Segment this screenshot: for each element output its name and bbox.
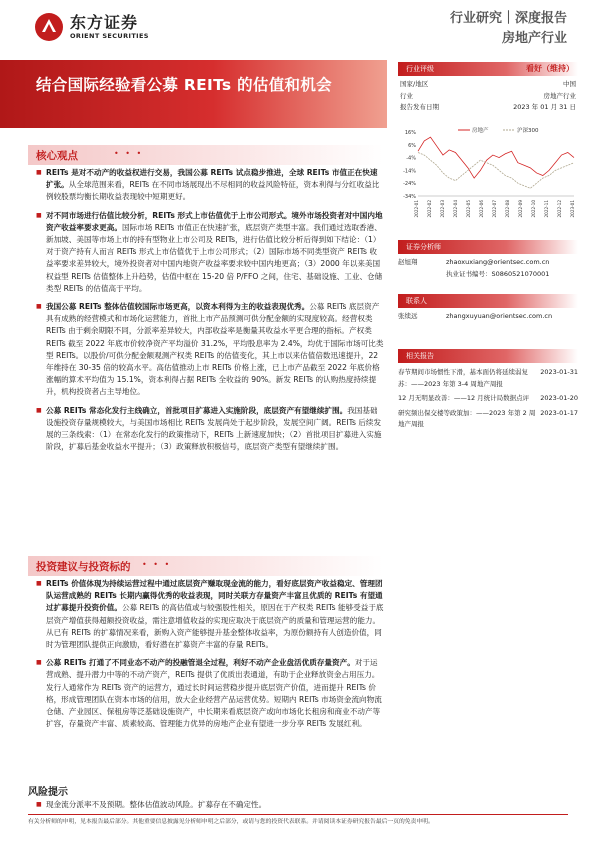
related-header	[398, 349, 578, 363]
related-report[interactable]: 研究频出保交楼等政策加：——2023 年第 2 周地产周报 2023-01-17	[398, 408, 578, 428]
report-title: 结合国际经验看公募 REITs 的估值和机会	[36, 76, 332, 94]
investment-dots: • • •	[142, 560, 172, 569]
investment-title: 投资建议与投资标的	[36, 561, 131, 573]
x-tick-label: 2022-03	[440, 200, 445, 218]
contact-email[interactable]: zhangxuyuan@orientsec.com.cn	[446, 312, 553, 320]
info-row: 行业 房地产行业	[400, 91, 576, 100]
footer-disclaimer: 有关分析师的申明，见本报告最后部分。其他重要信息披露见分析师申明之后部分，或请与您的投资代表联系。并请阅读本证券研究报告最后一页的免责申明。	[28, 819, 434, 825]
info-row: 报告发布日期 2023 年 01 月 31 日	[400, 103, 576, 111]
report-type: 行业研究｜深度报告	[449, 11, 567, 26]
x-tick-label: 2022-02	[427, 200, 432, 218]
core-view-title: 核心观点	[36, 150, 78, 162]
legend-label-hs300: 沪深300	[517, 128, 539, 134]
contact-header	[398, 294, 578, 308]
related-report[interactable]: 春节期间市场惯性下滑，基本面仍将延续弱复苏：——2023 年第 3-4 周地产周报 2023-01-31	[398, 368, 578, 388]
company-logo	[34, 12, 149, 42]
x-tick-label: 2022-04	[453, 200, 458, 218]
x-tick-label: 2022-07	[492, 200, 497, 218]
contact-name: 张续远	[398, 312, 418, 320]
price-chart-svg	[398, 124, 578, 232]
orient-logo-icon	[34, 12, 64, 42]
info-row: 国家/地区 中国	[400, 80, 576, 88]
x-tick-label: 2022-05	[466, 200, 471, 218]
core-view-body	[36, 167, 384, 454]
price-chart	[398, 124, 578, 232]
y-tick-label: -14%	[403, 168, 416, 175]
rating-label: 行业评级	[406, 65, 434, 73]
legend-label-realestate: 房地产	[472, 128, 489, 134]
x-tick-label: 2022-10	[531, 200, 536, 218]
y-tick-label: -24%	[403, 181, 416, 188]
x-tick-label: 2022-09	[518, 200, 523, 218]
analyst-name: 赵旭翔	[398, 258, 418, 266]
risk-title: 风险提示	[28, 787, 68, 798]
rating-value: 看好（维持）	[526, 64, 574, 73]
series-line-hs300	[418, 152, 574, 188]
risk-text: ■ 现金流分派率不及预期。整体估值波动风险。扩募存在不确定性。	[36, 799, 384, 811]
analyst-label: 证券分析师	[406, 243, 441, 251]
analyst-cert: 执业证书编号：S0860521070001	[446, 269, 550, 278]
footer-divider	[28, 814, 568, 815]
y-tick-label: -4%	[406, 155, 416, 162]
core-paragraph: ■ REITs 是对不动产的收益权进行交易，我国公募 REITs 试点稳步推进，全球 REITs 市值正在快速扩张。从全球范围来看，REITs 在不同市场展现出不尽相同的收益风险特征，资本利得与分红收益比例较股票均衡长期收益表现较中短期更好。	[36, 167, 384, 204]
rating-box	[398, 62, 578, 114]
x-tick-label: 2022-08	[505, 200, 510, 218]
core-paragraph: ■ 对不同市场进行估值比较分析，REITs 形式上市估值优于上市公司形式。境外市场投资者对中国内地资产收益率要求更高。国际市场 REITs 市值正在快速扩张，底层资产类型丰富。我们通过选取香港、新加坡、美国等市场上市的持有型物业上市公司及 REITs，进行估值比较分析后得到如下结论：（1）对于资产持有人而言 REITs 形式上市估值优于上市公司形式；（2）国际市场不同类型资产 REITs 收益率要求差异较大，境外投资者对中国内地资产收益率要求较中国内地更高；（3）2000 年以来美国权益型 REITs 估值整体上升趋势，估值中枢在 15-20 倍 P/FFO 之间，住宅、基础设施、工业、仓储类型 REITs 的估值高于平均。	[36, 210, 384, 295]
industry-name: 房地产行业	[501, 31, 567, 46]
logo-chinese-name: 东方证券	[70, 12, 139, 32]
analyst-email[interactable]: zhaoxuxiang@orientsec.com.cn	[446, 258, 550, 266]
investment-paragraph: ■ 公募 REITs 打通了不同业态不动产的投融管退全过程，利好不动产企业盘活优质存量资产。对于运营成熟、提升潜力中等的不动产资产，REITs 提供了优质出表通道，有助于企业释放资金占用压力。发行人通常作为 REITs 资产的运营方，通过长时间运营稳步提升底层资产价值，进而提升 REITs 价格，形成管理团队在资本市场的信用，放大企业经营产品运营优势。短期内 REITs 市场资金流向物流仓储、产业园区、保租房等泛基础设施资产，中长期来看底层资产或向市场化长租房和商业不动产等扩容，存量资产丰富、质素较高、管理能力优异的房地产企业有望进一步分享 REITs 发展红利。	[36, 657, 384, 730]
y-tick-label: -34%	[403, 194, 416, 200]
investment-paragraph: ■ REITs 价值体现为持续运营过程中通过底层资产赚取现金流的能力，看好底层资产收益稳定、管理团队运营成熟的 REITs 长期内赢得优秀的收益表现，同时关联方存量资产丰富且优质的 REITs 有望通过扩募提升投资价值。公募 REITs 的高估值或与较强股性相关，原因在于产权类 REITs 能够受益于底层资产增值获得超额投资收益，需注意增值收益的实现应取决于底层资产的质量和管理运营的能力。从已有 REITs 的扩募情况来看，新购入资产能够提升基金整体收益率，为原份额持有人创造价值，同时为管理团队提供正向激励，看好潜在扩募资产丰富的存量 REITs。	[36, 578, 384, 651]
related-report[interactable]: 12 月无明显改善：——12 月统计局数据点评 2023-01-20	[398, 394, 578, 402]
contact-box	[398, 294, 578, 323]
core-paragraph: ■ 我国公募 REITs 整体估值较国际市场更高，以资本利得为主的收益表现优秀。公募 REITs 底层资产具有成熟的经营模式和市场化运营能力，首批上市产品预测可供分配金额的实现度较高。经营权类 REITs 由于剩余期限不同，分派率差异较大，内部收益率是衡量其收益水平更合理的指标。产权类 REITs 截至 2022 年底市价较净资产平均溢价 31.2%，平均股息率为 2.4%，均优于国际市场可比类型 REITs。以股价/可供分配金额观测产权类 REITs 的估值变化，其上市以来估值倍数迅速提升，22 年维持在 30-35 倍的较高水平。高估值推动上市 REITs 价格上涨，已上市产品截至 2022 年底价格涨幅的算术平均值为 15.1%，资本利得占据 REITs 全收益的 90%。新发 REITs 的认购热度持续提升，机构投资者占主导地位。	[36, 301, 384, 399]
y-tick-label: 16%	[404, 130, 416, 136]
investment-body	[36, 578, 384, 731]
series-line-realestate	[418, 137, 574, 178]
related-label: 相关报告	[406, 352, 434, 360]
x-tick-label: 2022-06	[479, 200, 484, 218]
core-view-header	[28, 145, 383, 165]
x-tick-label: 2022-12	[557, 200, 562, 218]
title-banner	[0, 60, 387, 128]
investment-header	[28, 556, 383, 576]
core-paragraph: ■ 公募 REITs 常态化发行主线确立，首批项目扩募进入实施阶段，底层资产有望继续扩围。我国基础设施投资存量规模较大，与美国市场相比 REITs 发展尚处于起步阶段，发展空间广阔。REITs 后续发展的三条线索：（1）在常态化发行的政策推动下，REITs 上新速度加快；（2）首批项目扩募进入实施阶段，扩募后基金收益水平提升；（3）政策释放积极信号，底层资产类型有望继续扩围。	[36, 405, 384, 454]
x-tick-label: 2022-01	[414, 200, 419, 218]
x-tick-label: 2023-01	[570, 200, 575, 218]
x-tick-label: 2022-11	[544, 200, 549, 218]
rating-header	[398, 62, 578, 76]
core-view-dots: • • •	[114, 149, 144, 158]
contact-label: 联系人	[406, 297, 427, 305]
logo-english-name: ORIENT SECURITIES	[70, 31, 149, 40]
analyst-box	[398, 240, 578, 280]
related-box	[398, 349, 578, 431]
y-tick-label: 6%	[408, 142, 416, 149]
analyst-header	[398, 240, 578, 254]
